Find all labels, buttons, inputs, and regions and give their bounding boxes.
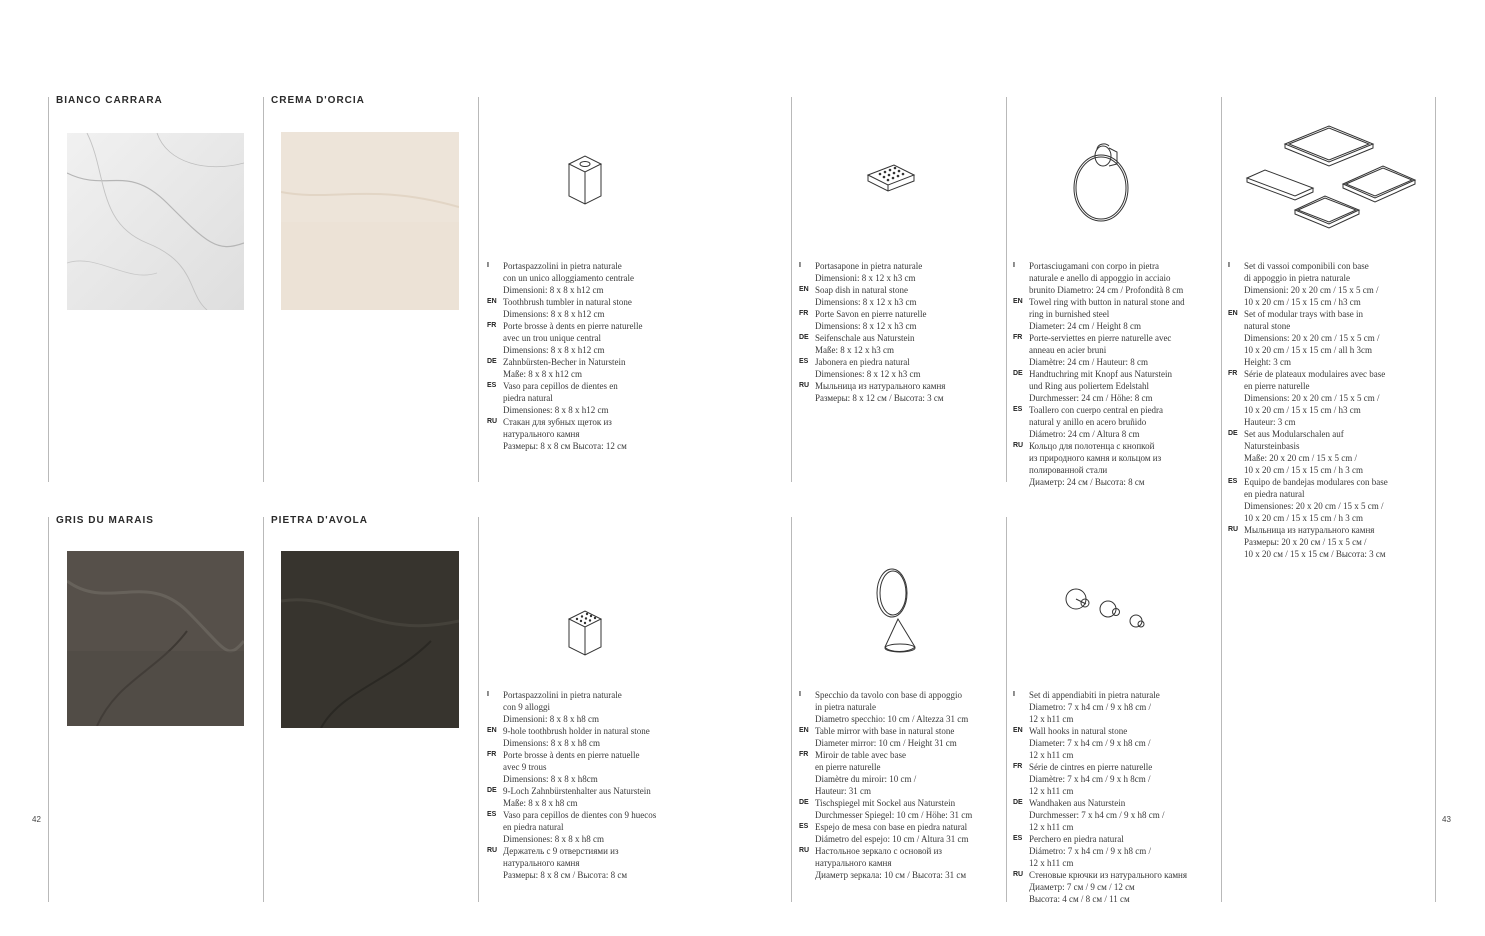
lang-text: Porte brosse à dents en pierre natuelle avec 9 trous Dimensions: 8 x 8 x h8cm: [503, 750, 640, 784]
stone-name-pietra-davola: PIETRA D'AVOLA: [271, 515, 368, 526]
lang-code: I: [1013, 691, 1015, 698]
pietra-davola-swatch: [281, 551, 459, 728]
lang-text: 9-hole toothbrush holder in natural stone Dimensions: 8 x 8 x h8 cm: [503, 726, 650, 748]
lang-text: Настольное зеркало с основой из натурального камня Диаметр зеркала: 10 см / Высота: 31 см: [815, 846, 967, 880]
lang-text: Jabonera en piedra natural Dimensiones: 8 x 12 x h3 cm: [815, 357, 921, 379]
lang-code: DE: [1013, 799, 1023, 806]
lang-code: RU: [1013, 442, 1024, 449]
lang-code: FR: [1013, 763, 1023, 770]
lang-text: Toallero con cuerpo central en piedra natural y anillo en acero bruñido Diámetro: 24 cm / Altura 8 cm: [1029, 405, 1164, 439]
lang-row-it: [487, 689, 697, 725]
lang-code: RU: [487, 847, 498, 854]
lang-text: Wall hooks in natural stone Diameter: 7 x h4 cm / 9 x h8 cm / 12 x h11 cm: [1029, 726, 1151, 760]
column-divider: [791, 517, 792, 902]
lang-code: FR: [799, 751, 809, 758]
lang-row-ru: [487, 416, 697, 452]
lang-code: ES: [1013, 406, 1023, 413]
lang-code: EN: [1013, 298, 1023, 305]
lang-code: FR: [487, 322, 497, 329]
lang-row-ru: [1228, 524, 1428, 560]
lang-code: ES: [487, 811, 497, 818]
lang-row-fr: [487, 320, 697, 356]
lang-code: EN: [799, 286, 809, 293]
lang-row-it: [487, 260, 697, 296]
gris-du-marais-swatch: [67, 551, 244, 726]
lang-row-en: [1228, 308, 1428, 368]
lang-text: Zahnbürsten-Becher in Naturstein Maße: 8 x 8 x h12 cm: [503, 357, 626, 379]
column-divider: [1006, 97, 1007, 482]
lang-code: I: [487, 691, 489, 698]
lang-row-fr: [1228, 368, 1428, 428]
nine-hole-toothbrush-holder-icon: [555, 605, 615, 660]
wall-hooks-icon: [1060, 582, 1150, 637]
lang-row-it: [799, 689, 1004, 725]
lang-row-de: [1013, 797, 1218, 833]
lang-text: Série de plateaux modulaires avec base en pierre naturelle Dimensions: 20 x 20 cm / 15 x 5 cm / 10 x 20 cm / 15 x 15 cm / h3 cm Hauteur: 3 cm: [1244, 369, 1386, 427]
lang-row-ru: [799, 380, 999, 404]
lang-text: Кольцо для полотенца с кнопкой из природного камня и кольцом из полированной стали Диаметр: 24 см / Высота: 8 см: [1029, 441, 1162, 487]
column-divider: [791, 97, 792, 482]
lang-code: EN: [1228, 310, 1238, 317]
page-number-right: 43: [1442, 815, 1451, 824]
toothbrush-holder-icon: [555, 150, 615, 210]
lang-text: Set di vassoi componibili con base di appoggio in pietra naturale Dimensioni: 20 x 20 cm / 15 x 5 cm / 10 x 20 cm / 15 x 15 cm / h3 cm: [1244, 261, 1379, 307]
lang-text: Miroir de table avec base en pierre naturelle Diamètre du miroir: 10 cm / Hauteur: 31 cm: [815, 750, 917, 796]
lang-text: Vaso para cepillos de dientes en piedra natural Dimensiones: 8 x 8 x h12 cm: [503, 381, 618, 415]
lang-text: Perchero en piedra natural Diámetro: 7 x h4 cm / 9 x h8 cm / 12 x h11 cm: [1029, 834, 1151, 868]
column-divider: [1435, 97, 1436, 902]
lang-row-it: [799, 260, 999, 284]
stone-name-bianco-carrara: BIANCO CARRARA: [56, 95, 163, 106]
lang-text: Specchio da tavolo con base di appoggio in pietra naturale Diametro specchio: 10 cm / Altezza 31 cm: [815, 690, 969, 724]
lang-code: EN: [1013, 727, 1023, 734]
column-divider: [1006, 517, 1007, 902]
lang-text: Equipo de bandejas modulares con base en piedra natural Dimensiones: 20 x 20 cm / 15 x 5 cm / 10 x 20 cm / 15 x 15 cm / h 3 cm: [1244, 477, 1388, 523]
lang-row-en: [1013, 725, 1218, 761]
column-divider: [263, 517, 264, 902]
lang-code: RU: [487, 418, 498, 425]
lang-row-es: [1013, 404, 1218, 440]
lang-row-ru: [799, 845, 1004, 881]
column-divider: [478, 517, 479, 902]
soap-dish-icon: [860, 157, 920, 197]
lang-text: Tischspiegel mit Sockel aus Naturstein Durchmesser Spiegel: 10 cm / Höhe: 31 cm: [815, 798, 973, 820]
lang-row-en: [487, 725, 697, 749]
lang-code: RU: [799, 382, 810, 389]
product-description-soap-dish: [799, 260, 999, 404]
lang-text: Portasapone in pietra naturale Dimensioni: 8 x 12 x h3 cm: [815, 261, 923, 283]
lang-text: Wandhaken aus Naturstein Durchmesser: 7 x h4 cm / 9 x h8 cm / 12 x h11 cm: [1029, 798, 1165, 832]
lang-text: Porte Savon en pierre naturelle Dimensions: 8 x 12 x h3 cm: [815, 309, 927, 331]
bianco-carrara-swatch: [67, 133, 244, 310]
column-divider: [48, 97, 49, 482]
lang-row-it: [1013, 689, 1218, 725]
stone-name-crema-dorcia: CREMA D'ORCIA: [271, 95, 365, 106]
lang-code: EN: [487, 727, 497, 734]
lang-row-en: [487, 296, 697, 320]
lang-code: DE: [1013, 370, 1023, 377]
lang-code: ES: [1228, 478, 1238, 485]
lang-row-fr: [1013, 761, 1218, 797]
lang-code: DE: [487, 787, 497, 794]
lang-row-ru: [1013, 869, 1218, 905]
stone-name-gris-du-marais: GRIS DU MARAIS: [56, 515, 154, 526]
lang-text: Portaspazzolini in pietra naturale con 9 alloggi Dimensioni: 8 x 8 x h8 cm: [503, 690, 622, 724]
lang-row-ru: [1013, 440, 1218, 488]
lang-row-en: [1013, 296, 1218, 332]
lang-text: Стакан для зубных щеток из натурального камня Размеры: 8 x 8 см Высота: 12 см: [503, 417, 627, 451]
lang-row-es: [487, 380, 697, 416]
lang-code: ES: [799, 358, 809, 365]
column-divider: [1221, 97, 1222, 902]
lang-text: Мыльница из натурального камня Размеры: 8 x 12 см / Высота: 3 см: [815, 381, 946, 403]
crema-dorcia-swatch: [281, 132, 459, 310]
lang-text: Set di appendiabiti in pietra naturale Diametro: 7 x h4 cm / 9 x h8 cm / 12 x h11 cm: [1029, 690, 1160, 724]
lang-code: FR: [487, 751, 497, 758]
lang-code: DE: [799, 334, 809, 341]
lang-text: Portaspazzolini in pietra naturale con un unico alloggiamento centrale Dimensioni: 8 x 8 x h12 cm: [503, 261, 634, 295]
lang-code: DE: [487, 358, 497, 365]
product-description-towel-ring: [1013, 260, 1218, 488]
lang-text: Держатель с 9 отверстиями из натурального камня Размеры: 8 x 8 см / Высота: 8 см: [503, 846, 628, 880]
product-description-nine-hole-holder: [487, 689, 697, 881]
lang-code: EN: [799, 727, 809, 734]
lang-text: Стеновые крючки из натурального камня Диаметр: 7 см / 9 см / 12 см Высота: 4 см / 8 см / 11 см: [1029, 870, 1187, 904]
lang-row-de: [799, 797, 1004, 821]
lang-row-it: [1013, 260, 1218, 296]
page-number-left: 42: [32, 815, 41, 824]
lang-text: 9-Loch Zahnbürstenhalter aus Naturstein Maße: 8 x 8 x h8 cm: [503, 786, 651, 808]
lang-text: Porte-serviettes en pierre naturelle avec anneau en acier bruni Diamètre: 24 cm / Hauteur: 8 cm: [1029, 333, 1172, 367]
lang-code: I: [1013, 262, 1015, 269]
lang-row-ru: [487, 845, 697, 881]
lang-code: ES: [1013, 835, 1023, 842]
lang-row-en: [799, 284, 999, 308]
lang-text: Seifenschale aus Naturstein Maße: 8 x 12 x h3 cm: [815, 333, 915, 355]
lang-text: Soap dish in natural stone Dimensions: 8 x 12 x h3 cm: [815, 285, 917, 307]
column-divider: [478, 97, 479, 482]
lang-code: RU: [799, 847, 810, 854]
lang-row-de: [799, 332, 999, 356]
lang-code: I: [799, 691, 801, 698]
product-description-table-mirror: [799, 689, 1004, 881]
lang-code: RU: [1013, 871, 1024, 878]
lang-code: FR: [1228, 370, 1238, 377]
product-description-toothbrush-tumbler: [487, 260, 697, 452]
lang-text: Porte brosse à dents en pierre naturelle avec un trou unique central Dimensions: 8 x 8 x h12 cm: [503, 321, 643, 355]
lang-row-es: [1013, 833, 1218, 869]
lang-text: Towel ring with button in natural stone and ring in burnished steel Diameter: 24 cm / Height 8 cm: [1029, 297, 1185, 331]
modular-trays-icon: [1243, 120, 1418, 230]
towel-ring-icon: [1063, 138, 1143, 228]
lang-text: Portasciugamani con corpo in pietra naturale e anello di appoggio in acciaio brunito Diametro: 24 cm / Profondità 8 cm: [1029, 261, 1184, 295]
lang-row-fr: [1013, 332, 1218, 368]
column-divider: [263, 97, 264, 482]
lang-code: I: [799, 262, 801, 269]
lang-code: I: [1228, 262, 1230, 269]
lang-text: Handtuchring mit Knopf aus Naturstein und Ring aus poliertem Edelstahl Durchmesser: 24 cm / Höhe: 8 cm: [1029, 369, 1172, 403]
lang-code: ES: [799, 823, 809, 830]
lang-row-fr: [799, 749, 1004, 797]
lang-row-fr: [487, 749, 697, 785]
lang-text: Set of modular trays with base in natural stone Dimensions: 20 x 20 cm / 15 x 5 cm / 10 x 20 cm / 15 x 15 cm / all h 3cm Height: 3 cm: [1244, 309, 1380, 367]
lang-row-es: [1228, 476, 1428, 524]
lang-row-fr: [799, 308, 999, 332]
lang-code: DE: [1228, 430, 1238, 437]
lang-code: ES: [487, 382, 497, 389]
lang-text: Espejo de mesa con base en piedra natural Diámetro del espejo: 10 cm / Altura 31 cm: [815, 822, 969, 844]
lang-row-de: [487, 785, 697, 809]
table-mirror-icon: [865, 565, 925, 660]
lang-text: Série de cintres en pierre naturelle Diamètre: 7 x h4 cm / 9 x h 8cm / 12 x h11 cm: [1029, 762, 1153, 796]
lang-code: RU: [1228, 526, 1239, 533]
lang-row-de: [1013, 368, 1218, 404]
lang-text: Table mirror with base in natural stone Diameter mirror: 10 cm / Height 31 cm: [815, 726, 957, 748]
lang-code: EN: [487, 298, 497, 305]
lang-text: Vaso para cepillos de dientes con 9 huecos en piedra natural Dimensiones: 8 x 8 x h8 cm: [503, 810, 657, 844]
lang-code: FR: [1013, 334, 1023, 341]
lang-row-de: [487, 356, 697, 380]
product-description-wall-hooks: [1013, 689, 1218, 905]
lang-text: Toothbrush tumbler in natural stone Dimensions: 8 x 8 x h12 cm: [503, 297, 632, 319]
lang-text: Set aus Modularschalen auf Natursteinbasis Maße: 20 x 20 cm / 15 x 5 cm / 10 x 20 cm / 15 x 15 cm / h 3 cm: [1244, 429, 1363, 475]
column-divider: [48, 517, 49, 902]
lang-code: I: [487, 262, 489, 269]
product-description-modular-trays: [1228, 260, 1428, 560]
lang-row-en: [799, 725, 1004, 749]
lang-row-es: [487, 809, 697, 845]
lang-code: FR: [799, 310, 809, 317]
lang-row-es: [799, 356, 999, 380]
lang-row-es: [799, 821, 1004, 845]
lang-text: Мыльница из натурального камня Размеры: 20 x 20 см / 15 x 5 см / 10 x 20 см / 15 x 15 см / Высота: 3 см: [1244, 525, 1386, 559]
lang-code: DE: [799, 799, 809, 806]
lang-row-it: [1228, 260, 1428, 308]
lang-row-de: [1228, 428, 1428, 476]
